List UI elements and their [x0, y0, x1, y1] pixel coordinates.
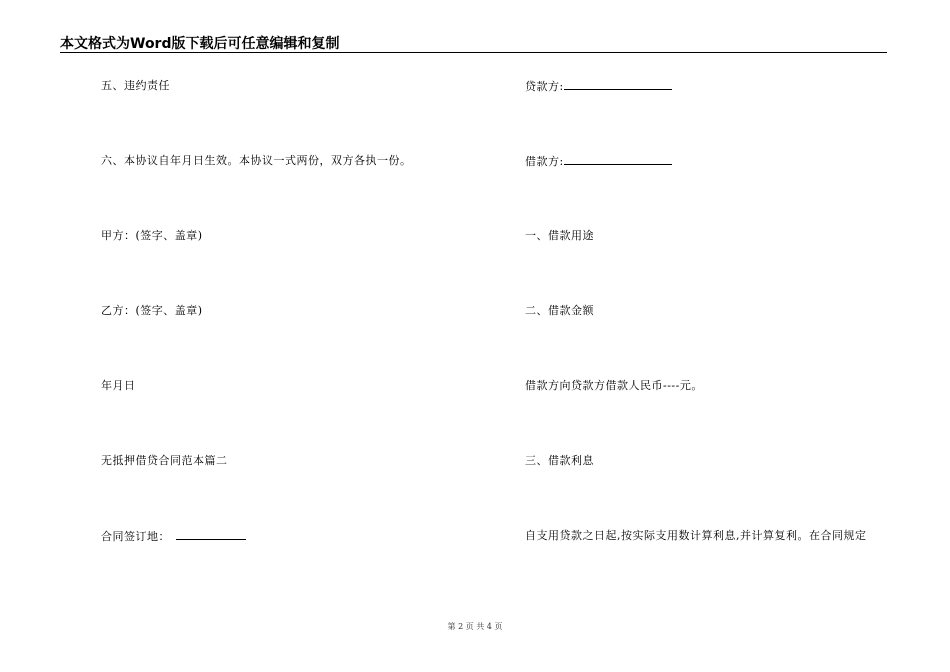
effective-clause: 六、本协议自年月日生效。本协议一式两份，双方各执一份。 [101, 154, 412, 167]
lender-blank [564, 79, 672, 90]
document-header-title: 本文格式为Word版下载后可任意编辑和复制 [60, 36, 340, 52]
borrower-label: 借款方: [525, 155, 564, 168]
date-line: 年月日 [101, 379, 136, 392]
header-divider [60, 52, 887, 53]
penalty-heading: 五、违约责任 [101, 79, 170, 92]
interest-clause-text: 自支用贷款之日起,按实际支用数计算利息,并计算复利。在合同规定 [525, 529, 867, 542]
page-number: 第 2 页 共 4 页 [447, 622, 503, 631]
lender-label: 贷款方: [525, 80, 564, 93]
party-a-signature: 甲方：(签字、盖章) [101, 229, 203, 242]
signing-place-label: 合同签订地： [101, 530, 170, 543]
signing-place-blank [176, 529, 246, 540]
borrower-blank [564, 154, 672, 165]
signing-place-line [101, 529, 246, 544]
borrower-line [525, 154, 672, 169]
party-b-signature: 乙方：(签字、盖章) [101, 304, 203, 317]
loan-amount-heading: 二、借款金额 [525, 304, 594, 317]
loan-interest-heading: 三、借款利息 [525, 454, 594, 467]
section-title: 无抵押借贷合同范本篇二 [101, 454, 228, 467]
lender-line [525, 79, 672, 94]
loan-amount-text: 借款方向贷款方借款人民币----元。 [525, 379, 703, 392]
loan-purpose-heading: 一、借款用途 [525, 229, 594, 242]
